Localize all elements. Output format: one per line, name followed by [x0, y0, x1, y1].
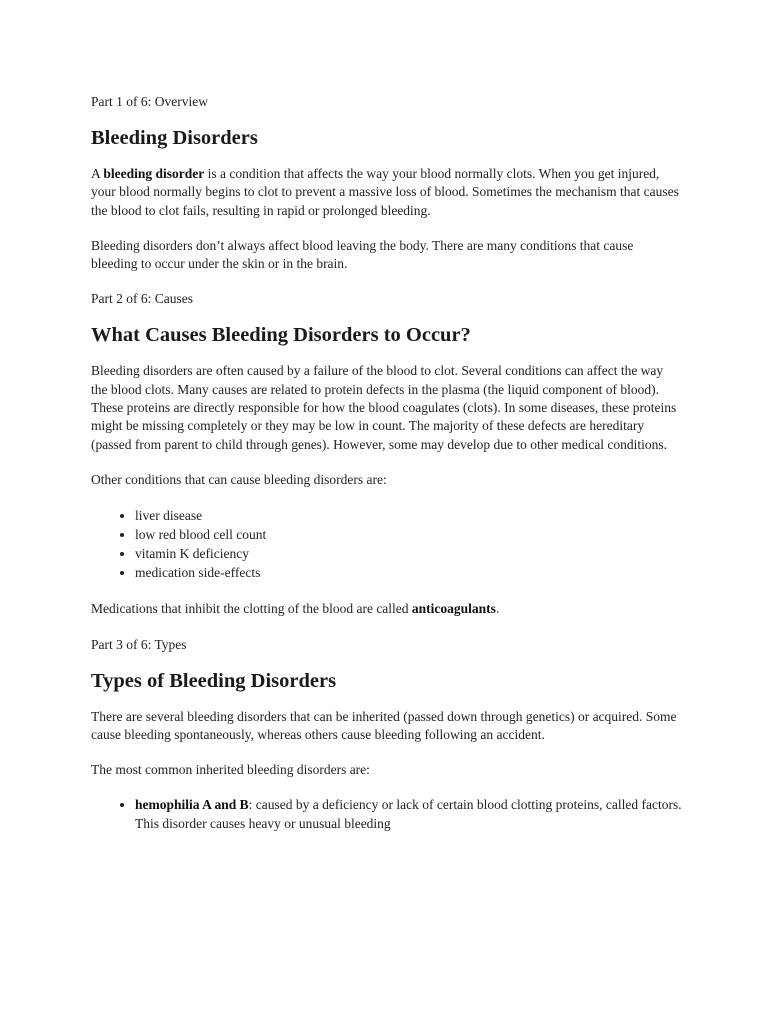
- list-item: • low red blood cell count: [135, 525, 683, 544]
- list-item: [135, 796, 683, 833]
- section-label: Part 2 of 6: Causes: [91, 291, 193, 307]
- bullet-list: [91, 796, 683, 833]
- list-item: • vitamin K deficiency: [135, 544, 683, 563]
- paragraph: Bleeding disorders don’t always affect blood leaving the body. There are many conditions that cause bleeding to occur under the skin or in the brain.: [91, 237, 634, 272]
- document-page: [91, 93, 683, 851]
- paragraph-text: is a condition that affects the way your blood normally clots. When you get injured, your blood normally begins to clot to prevent a massive loss of blood. Sometimes the mechanism that causes the blood to clot fails, resulting in rapid or prolonged bleeding.: [91, 166, 679, 218]
- section-heading: What Causes Bleeding Disorders to Occur?: [91, 324, 471, 347]
- paragraph: There are several bleeding disorders that can be inherited (passed down through genetics) or acquired. Some cause bleeding spontaneously, whereas others cause bleeding following an accident.: [91, 708, 677, 742]
- bullet-list: [91, 506, 683, 582]
- paragraph-text: Medications that inhibit the clotting of the blood are called: [91, 601, 412, 617]
- section-label: Part 3 of 6: Types: [91, 636, 187, 652]
- paragraph: Bleeding disorders are often caused by a failure of the blood to clot. Several conditions can affect the way the blood clots. Many causes are related to protein defects in the plasma (the liquid component of blood). These proteins are directly responsible for how the blood coagulates (clots). In some diseases, these proteins might be missing completely or they may be low in count. The majority of these defects are hereditary (passed from parent to child through genes). However, some may develop due to other medical conditions.: [91, 363, 677, 452]
- bold-term: bleeding disorder: [103, 166, 205, 181]
- list-item-text: : caused by a deficiency or lack of certain blood clotting proteins, called factors. This disorder causes heavy or unusual bleeding: [135, 797, 682, 831]
- paragraph: Other conditions that can cause bleeding disorders are:: [91, 471, 387, 487]
- paragraph-text: A: [91, 166, 104, 181]
- paragraph: [91, 165, 683, 220]
- bold-term: anticoagulants: [411, 601, 496, 617]
- paragraph: [91, 600, 683, 618]
- list-item: • medication side-effects: [135, 563, 683, 582]
- section-heading: Types of Bleeding Disorders: [91, 669, 337, 692]
- paragraph: The most common inherited bleeding disorders are:: [91, 762, 370, 778]
- section-label: Part 1 of 6: Overview: [91, 94, 208, 109]
- paragraph-text: .: [495, 601, 500, 617]
- section-heading: Bleeding Disorders: [91, 127, 258, 149]
- list-item: • liver disease: [135, 506, 683, 525]
- bold-term: hemophilia A and B: [135, 797, 249, 813]
